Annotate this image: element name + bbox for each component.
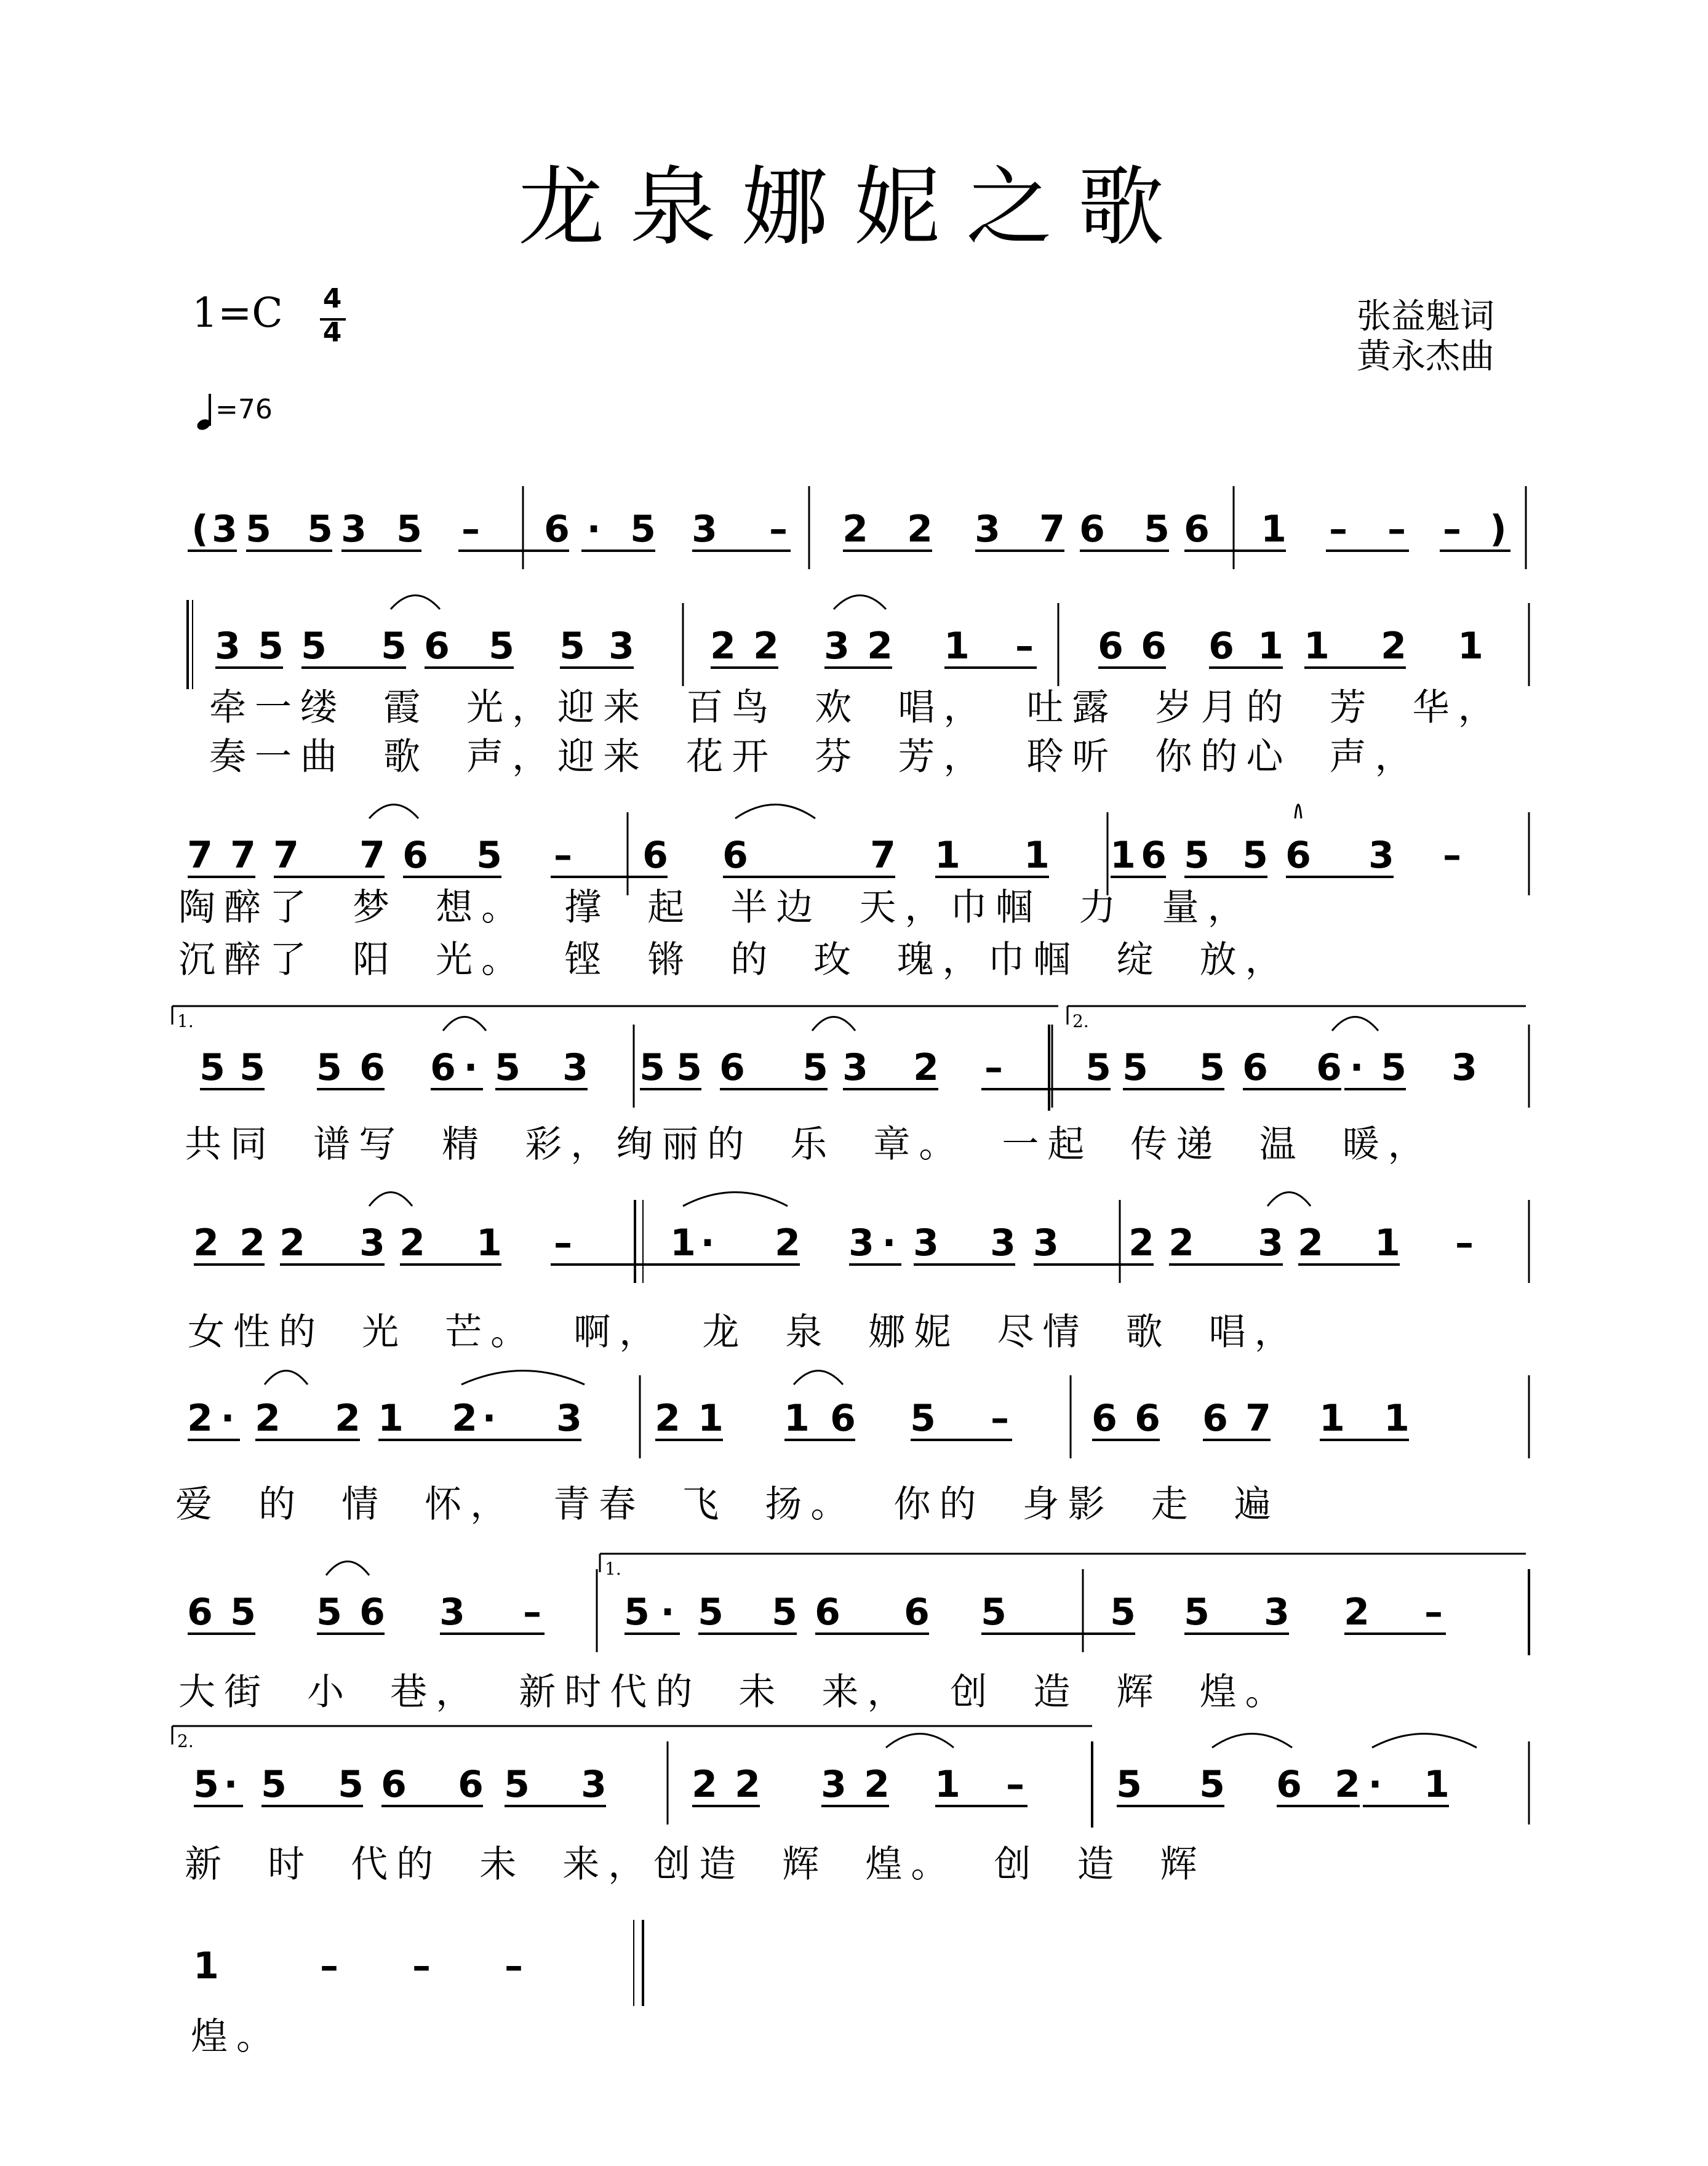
note-8-1: – [320,1944,338,1988]
tempo-marking: =76 [215,394,273,425]
slur-16 [886,1734,954,1748]
note-3-5: · [463,1046,478,1089]
note-4-0: 2 [193,1221,219,1265]
note-5-11: 6 [830,1397,856,1440]
slur-3 [369,805,418,819]
note-3-9: 5 [676,1046,702,1089]
note-7-2: 5 [261,1763,287,1806]
note-2-5: 5 [476,834,502,877]
note-6-1: 5 [230,1591,256,1634]
note-3-18: 6 [1242,1046,1268,1089]
lyrics-line-1-verse-1: 牵一缕 霞 光，迎来 百鸟 欢 唱， 吐露 岁月的 芳 华， [209,686,1504,729]
note-0-17: 5 [1144,508,1170,551]
note-3-8: 5 [639,1046,665,1089]
note-6-6: 5 [624,1591,650,1634]
note-3-6: 5 [495,1046,521,1089]
note-4-18: 2 [1298,1221,1323,1265]
note-2-1: 7 [230,834,256,877]
slur-13 [461,1371,585,1385]
slur-8 [1332,1017,1378,1031]
note-1-4: 6 [424,625,450,668]
note-0-7: 6 [544,508,570,551]
note-5-1: · [220,1397,235,1440]
note-4-7: 1 [670,1221,696,1265]
note-4-13: 3 [990,1221,1016,1265]
note-0-0: ( [191,508,209,551]
slur-2 [834,596,886,610]
lyricist-credit: 张益魁词 [1357,297,1494,337]
note-6-11: 6 [904,1591,930,1634]
note-5-7: 3 [556,1397,582,1440]
note-7-11: 2 [864,1763,890,1806]
note-0-12: 2 [842,508,868,551]
note-8-0: 1 [193,1944,219,1988]
note-5-0: 2 [187,1397,213,1440]
slur-14 [794,1371,843,1385]
note-3-12: 3 [842,1046,868,1089]
note-7-18: · [1368,1763,1383,1806]
lyrics-line-4-verse-1: 女性的 光 芒。 啊， 龙 泉 娜妮 尽情 歌 唱， [188,1311,1300,1354]
note-2-18: – [1443,834,1461,877]
note-1-17: 1 [1258,625,1283,668]
note-7-5: 6 [458,1763,484,1806]
note-6-14: 5 [1184,1591,1210,1634]
note-6-3: 6 [359,1591,385,1634]
note-8-2: – [412,1944,431,1988]
note-0-6: – [461,508,480,551]
note-0-5: 5 [396,508,422,551]
note-5-14: 6 [1091,1397,1117,1440]
note-2-8: 6 [722,834,748,877]
note-1-11: 2 [867,625,893,668]
note-1-1: 5 [258,625,284,668]
note-6-9: 5 [772,1591,797,1634]
note-7-14: 5 [1116,1763,1142,1806]
lyrics-line-5-verse-1: 爱 的 情 怀， 青春 飞 扬。 你的 身影 走 遍 [175,1483,1280,1526]
note-2-10: 1 [935,834,960,877]
note-3-15: 5 [1085,1046,1111,1089]
note-7-16: 6 [1276,1763,1302,1806]
note-8-3: – [505,1944,523,1988]
note-6-2: 5 [316,1591,342,1634]
note-1-6: 5 [559,625,585,668]
note-3-7: 3 [562,1046,588,1089]
volta-4-label: 2. [177,1731,194,1751]
slur-17 [1212,1734,1292,1748]
note-3-14: – [984,1046,1003,1089]
note-2-13: 6 [1141,834,1167,877]
slur-1 [391,596,440,610]
note-1-12: 1 [944,625,970,668]
note-2-4: 6 [402,834,428,877]
note-2-7: 6 [642,834,668,877]
note-0-18: 6 [1184,508,1210,551]
note-4-14: 3 [1033,1221,1059,1265]
note-7-13: – [1006,1763,1024,1806]
note-1-18: 1 [1304,625,1330,668]
note-7-9: 2 [735,1763,760,1806]
note-0-23: ) [1490,508,1507,551]
note-6-8: 5 [698,1591,724,1634]
note-4-5: 1 [476,1221,502,1265]
note-2-0: 7 [187,834,213,877]
note-4-17: 3 [1258,1221,1283,1265]
note-7-10: 3 [821,1763,847,1806]
song-title: 龙泉娜妮之歌 [517,158,1190,258]
note-0-22: – [1443,508,1461,551]
slur-11 [1267,1193,1311,1207]
lyrics-line-2-verse-1: 陶醉了 梦 想。 撑 起 半边 天，巾帼 力 量， [178,886,1253,929]
note-0-10: 3 [692,508,717,551]
note-0-1: 3 [212,508,237,551]
note-4-20: – [1455,1221,1474,1265]
volta-1-label: 1. [177,1011,194,1031]
note-0-13: 2 [907,508,933,551]
lyrics-line-7-verse-1: 新 时 代的 未 来，创造 辉 煌。 创 造 辉 [185,1843,1206,1886]
note-6-17: – [1424,1591,1443,1634]
slur-12 [265,1371,308,1385]
note-5-16: 6 [1202,1397,1228,1440]
note-4-2: 2 [279,1221,305,1265]
note-7-8: 2 [692,1763,717,1806]
note-4-12: 3 [913,1221,939,1265]
note-1-14: 6 [1098,625,1123,668]
note-3-20: · [1349,1046,1364,1089]
note-2-16: 6 [1285,834,1311,877]
volta-3-label: 1. [605,1559,621,1579]
note-3-17: 5 [1199,1046,1225,1089]
note-3-2: 5 [316,1046,342,1089]
note-7-19: 1 [1424,1763,1450,1806]
note-0-15: 7 [1039,508,1065,551]
note-6-16: 2 [1344,1591,1370,1634]
note-0-3: 5 [307,508,333,551]
slur-9 [369,1193,412,1207]
note-1-20: 1 [1458,625,1483,668]
lyrics-line-1-verse-2: 奏一曲 歌 声，迎来 花开 芬 芳， 聆听 你的心 声， [209,735,1421,778]
note-7-6: 5 [504,1763,530,1806]
note-5-18: 1 [1319,1397,1345,1440]
note-5-5: 2 [452,1397,477,1440]
lyrics-line-6-verse-1: 大街 小 巷， 新时代的 未 来， 创 造 辉 煌。 [178,1671,1291,1714]
note-7-4: 6 [381,1763,407,1806]
slur-6 [443,1017,486,1031]
note-3-21: 5 [1381,1046,1407,1089]
note-0-21: – [1387,508,1406,551]
note-3-3: 6 [359,1046,385,1089]
note-3-1: 5 [239,1046,265,1089]
lyrics-line-2-verse-2: 沉醉了 阳 光。 铿 锵 的 玫 瑰，巾帼 绽 放， [178,938,1291,981]
note-4-4: 2 [399,1221,425,1265]
note-5-6: · [482,1397,497,1440]
note-1-7: 3 [609,625,634,668]
note-1-2: 5 [301,625,327,668]
note-5-8: 2 [655,1397,680,1440]
note-2-3: 7 [359,834,385,877]
note-2-12: 1 [1110,834,1136,877]
note-0-4: 3 [341,508,367,551]
note-6-15: 3 [1264,1591,1290,1634]
note-7-12: 1 [935,1763,960,1806]
composer-credit: 黄永杰曲 [1357,337,1494,377]
note-2-14: 5 [1184,834,1210,877]
note-3-11: 5 [802,1046,828,1089]
note-5-3: 2 [335,1397,361,1440]
note-5-19: 1 [1384,1397,1410,1440]
note-4-9: 2 [775,1221,800,1265]
slur-7 [812,1017,855,1031]
note-5-15: 6 [1135,1397,1160,1440]
note-3-16: 5 [1122,1046,1148,1089]
note-5-13: – [991,1397,1009,1440]
slur-15 [326,1562,369,1576]
key-signature: 1=C [192,289,283,337]
note-6-10: 6 [815,1591,840,1634]
note-4-8: · [700,1221,715,1265]
note-1-19: 2 [1381,625,1407,668]
note-6-13: 5 [1110,1591,1136,1634]
note-1-5: 5 [489,625,514,668]
note-5-9: 1 [698,1397,724,1440]
note-6-0: 6 [187,1591,213,1634]
note-2-6: – [554,834,572,877]
note-4-3: 3 [359,1221,385,1265]
time-signature-top: 4 [322,283,342,314]
note-2-15: 5 [1242,834,1268,877]
note-2-2: 7 [273,834,299,877]
note-4-16: 2 [1168,1221,1194,1265]
note-1-9: 2 [753,625,779,668]
note-6-5: – [523,1591,541,1634]
note-1-8: 2 [710,625,736,668]
note-0-8: · [586,508,601,551]
note-7-3: 5 [338,1763,364,1806]
note-4-11: · [882,1221,896,1265]
note-5-4: 1 [378,1397,404,1440]
note-3-0: 5 [199,1046,225,1089]
note-2-9: 7 [870,834,896,877]
time-signature-bottom: 4 [322,317,342,348]
note-3-10: 6 [719,1046,745,1089]
note-0-16: 6 [1079,508,1105,551]
note-1-16: 6 [1208,625,1234,668]
note-3-4: 6 [430,1046,456,1089]
note-7-15: 5 [1199,1763,1225,1806]
note-1-3: 5 [381,625,407,668]
note-4-15: 2 [1128,1221,1154,1265]
note-7-7: 3 [581,1763,607,1806]
note-2-11: 1 [1024,834,1050,877]
note-0-2: 5 [245,508,271,551]
note-0-11: – [769,508,788,551]
note-1-0: 3 [215,625,241,668]
volta-2-label: 2. [1072,1011,1089,1031]
note-0-20: – [1329,508,1347,551]
slur-18 [1372,1734,1477,1748]
slur-10 [683,1193,788,1207]
note-0-19: 1 [1261,508,1287,551]
note-5-10: 1 [784,1397,810,1440]
note-6-7: · [660,1591,675,1634]
note-4-1: 2 [239,1221,265,1265]
note-7-0: 5 [193,1763,219,1806]
note-5-2: 2 [255,1397,281,1440]
note-7-17: 2 [1335,1763,1360,1806]
note-3-22: 3 [1451,1046,1477,1089]
note-4-19: 1 [1375,1221,1400,1265]
slur-4 [735,805,815,819]
note-2-17: 3 [1368,834,1394,877]
note-6-12: 5 [981,1591,1007,1634]
note-3-13: 2 [913,1046,939,1089]
note-1-10: 3 [824,625,850,668]
note-1-13: – [1015,625,1034,668]
note-7-1: · [223,1763,238,1806]
note-1-15: 6 [1141,625,1167,668]
lyrics-line-3-verse-1: 共同 谱写 精 彩，绚丽的 乐 章。 一起 传递 温 暖， [185,1123,1434,1166]
note-0-14: 3 [975,508,1000,551]
slur-5 [1295,805,1301,819]
note-6-4: 3 [439,1591,465,1634]
note-5-17: 7 [1245,1397,1271,1440]
note-0-9: 5 [630,508,656,551]
note-4-6: – [554,1221,572,1265]
lyrics-line-8-verse-1: 煌。 [191,2015,282,2058]
note-4-10: 3 [848,1221,874,1265]
note-5-12: 5 [910,1397,936,1440]
note-3-19: 6 [1316,1046,1342,1089]
